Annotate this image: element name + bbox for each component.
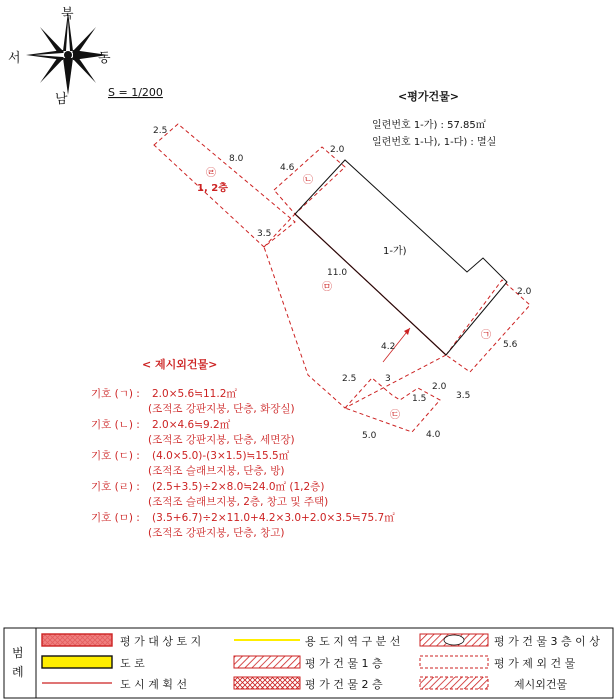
dim-1-5: 1.5 <box>412 394 427 404</box>
excl-desc: (조적조 슬래브지붕, 단층, 방) <box>148 465 285 477</box>
swatch-excluded <box>420 656 488 668</box>
eval-line-1: 일련번호 1-가) : 57.85㎡ <box>372 120 486 131</box>
legend-extra-bldg: 제시외건물 <box>514 678 568 691</box>
legend-bldg-2f: 평 가 건 물 2 층 <box>305 678 383 691</box>
excl-formula: 2.0×5.6≒11.2㎡ <box>152 388 237 400</box>
dim-4-2: 4.2 <box>381 342 396 352</box>
excl-desc: (조적조 강판지붕, 단층, 화장실) <box>148 403 295 415</box>
swatch-bldg-2f <box>234 677 300 689</box>
symbol-mieum: ㉤ <box>322 282 332 293</box>
legend <box>4 628 613 698</box>
dim-4-0: 4.0 <box>426 430 441 440</box>
compass-west: 서 <box>8 51 21 66</box>
dim-5-0: 5.0 <box>362 431 377 441</box>
excl-desc: (조적조 슬래브지붕, 2층, 창고 및 주택) <box>148 496 329 508</box>
legend-bldg-3f: 평 가 건 물 3 층 이 상 <box>494 635 600 648</box>
dim-2-0-top: 2.0 <box>330 145 345 155</box>
dim-5-6: 5.6 <box>503 340 518 350</box>
excl-code: 기호 (ㄱ) : <box>91 388 140 400</box>
legend-title-2: 례 <box>12 665 24 679</box>
excl-formula: (3.5+6.7)÷2×11.0+4.2×3.0+2.0×3.5≒75.7㎡ <box>152 512 395 524</box>
excl-code: 기호 (ㅁ) : <box>91 512 140 524</box>
legend-eval-land: 평 가 대 상 토 지 <box>120 635 202 648</box>
excl-formula: (2.5+3.5)÷2×8.0≒24.0㎡ (1,2층) <box>152 481 325 493</box>
excl-code: 기호 (ㄴ) : <box>91 419 140 431</box>
legend-planning-line: 도 시 계 획 선 <box>120 678 188 691</box>
legend-bldg-1f: 평 가 건 물 1 층 <box>305 657 383 670</box>
legend-zone-line: 용 도 지 역 구 분 선 <box>305 635 401 648</box>
legend-title-1: 범 <box>12 646 24 660</box>
dim-2-5-bot: 2.5 <box>342 374 357 384</box>
dim-2-0-right: 2.0 <box>517 287 532 297</box>
main-building-label: 1-가) <box>383 246 407 257</box>
excl-desc: (조적조 강판지붕, 단층, 세면장) <box>148 434 295 446</box>
dim-3: 3 <box>385 374 391 384</box>
eval-line-2: 일련번호 1-나), 1-다) : 멸실 <box>372 137 497 148</box>
legend-excluded: 평 가 제 외 건 물 <box>494 657 576 670</box>
excl-code: 기호 (ㄷ) : <box>91 450 140 462</box>
dim-11-0: 11.0 <box>327 268 348 278</box>
dim-2-5-top: 2.5 <box>153 126 168 136</box>
excl-title: < 제시외건물> <box>142 358 218 371</box>
compass-east: 동 <box>98 51 111 66</box>
dim-4-6: 4.6 <box>280 163 295 173</box>
legend-road: 도 로 <box>120 657 145 670</box>
symbol-rieul: ㉣ <box>206 168 216 179</box>
swatch-road <box>42 656 112 668</box>
compass-rose <box>8 7 111 107</box>
scale-label: S = 1/200 <box>108 86 163 99</box>
dim-3-5-bot: 3.5 <box>456 391 471 401</box>
dim-3-5-left: 3.5 <box>257 229 272 239</box>
excl-code: 기호 (ㄹ) : <box>91 481 140 493</box>
dim-8-0: 8.0 <box>229 154 244 164</box>
compass-north: 북 <box>61 7 74 22</box>
bldg-digeut <box>345 378 440 432</box>
eval-title: <평가건물> <box>398 90 459 103</box>
swatch-bldg-1f <box>234 656 300 668</box>
symbol-nieun: ㉡ <box>303 175 313 186</box>
excl-formula: 2.0×4.6≒9.2㎡ <box>152 419 231 431</box>
rieul-floors: 1, 2층 <box>197 183 228 194</box>
excl-desc: (조적조 강판지붕, 단층, 창고) <box>148 527 285 539</box>
dim-2-0-bot: 2.0 <box>432 382 447 392</box>
excl-formula: (4.0×5.0)-(3×1.5)≒15.5㎡ <box>152 450 290 462</box>
compass-south: 남 <box>55 92 68 107</box>
swatch-extra-bldg <box>420 677 488 689</box>
bldg-main <box>295 160 507 355</box>
symbol-giyeok: ㉠ <box>481 330 491 341</box>
symbol-digeut: ㉢ <box>390 410 400 421</box>
